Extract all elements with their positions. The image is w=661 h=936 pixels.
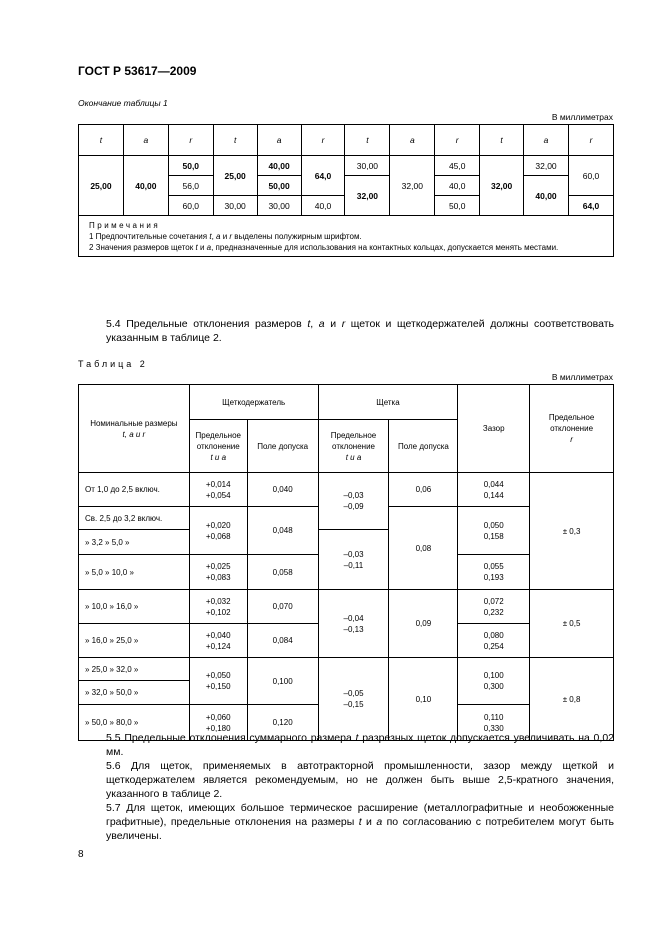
holder-dev-cell: +0,040 +0,124 <box>189 624 247 658</box>
holder-tol-cell: 0,120 <box>247 705 318 741</box>
note-1: 1 Предпочтительные сочетания t, a и r выделены полужирным шрифтом. <box>89 232 362 241</box>
header-holder: Щеткодержатель <box>189 385 318 420</box>
paragraph-5-5: 5.5 Предельные отклонения суммарного размера t разрезных щеток допускается увеличивать на 0,02 мм. <box>106 732 614 758</box>
size-cell: » 10,0 » 16,0 » <box>79 590 190 624</box>
holder-tol-cell: 0,084 <box>247 624 318 658</box>
gap-cell: 0,050 0,158 <box>458 507 530 555</box>
table1-cell: 32,00 <box>524 156 569 176</box>
table-row <box>79 473 614 507</box>
table1-notes-row <box>79 216 614 257</box>
table2-header-row <box>79 385 614 420</box>
table1-notes <box>79 216 614 257</box>
table1-cell: 64,0 <box>568 196 613 216</box>
holder-dev-cell: +0,025 +0,083 <box>189 555 247 590</box>
holder-tol-cell: 0,058 <box>247 555 318 590</box>
table1-row <box>79 156 614 176</box>
size-cell: » 25,0 » 32,0 » <box>79 658 190 681</box>
table1-cell: 40,00 <box>524 176 569 216</box>
holder-tol-cell: 0,048 <box>247 507 318 555</box>
holder-dev-cell: +0,032 +0,102 <box>189 590 247 624</box>
table1-cell: 60,0 <box>168 196 213 216</box>
table1-cell: 30,00 <box>213 196 257 216</box>
gap-cell: 0,100 0,300 <box>458 658 530 705</box>
holder-tol-cell: 0,070 <box>247 590 318 624</box>
table1-cell: 30,00 <box>345 156 390 176</box>
table1-cell: 32,00 <box>345 176 390 216</box>
size-cell: » 16,0 » 25,0 » <box>79 624 190 658</box>
holder-dev-cell: +0,020 +0,068 <box>189 507 247 555</box>
paragraph-5-7: 5.7 Для щеток, имеющих большое термическое расширение (металлографитные и необожженные графитные), предельные отклонения на размеры t и a по согласованию с потребителем могут быть увеличены. <box>106 802 615 842</box>
holder-tol-cell: 0,100 <box>247 658 318 705</box>
table1-header-cell: t <box>79 125 124 156</box>
limit-cell: ± 0,3 <box>530 473 614 590</box>
size-cell: » 3,2 » 5,0 » <box>79 530 190 555</box>
table1-cell: 40,00 <box>123 156 168 216</box>
table1-cell: 25,00 <box>79 156 124 216</box>
size-cell: Св. 2,5 до 3,2 включ. <box>79 507 190 530</box>
table1-header-cell: r <box>301 125 345 156</box>
header-nominal: Номинальные размеры t, a и r <box>79 385 190 473</box>
table1 <box>78 124 614 257</box>
header-brush-tol: Поле допуска <box>389 420 458 473</box>
brush-dev-cell: –0,03 –0,09 <box>318 473 389 530</box>
holder-dev-cell: +0,050 +0,150 <box>189 658 247 705</box>
brush-tol-cell: 0,09 <box>389 590 458 658</box>
header-limit: Предельное отклонение r <box>530 385 614 473</box>
document-id: ГОСТ Р 53617—2009 <box>78 64 197 78</box>
table1-header-cell: t <box>213 125 257 156</box>
header-holder-tol: Поле допуска <box>247 420 318 473</box>
table2-units: В миллиметрах <box>551 372 613 382</box>
size-cell: » 50,0 » 80,0 » <box>79 705 190 741</box>
table1-cell: 50,00 <box>257 176 301 196</box>
table1-cell: 30,00 <box>257 196 301 216</box>
table1-cell: 45,0 <box>435 156 480 176</box>
header-brush: Щетка <box>318 385 458 420</box>
table1-header-cell: a <box>257 125 301 156</box>
table1-header-cell: a <box>123 125 168 156</box>
paragraph-5-6: 5.6 Для щеток, применяемых в автотракторной промышленности, зазор между щеткой и щеткодержателем является рекомендуемым, но не должен быть выше 2,5-кратного значения, указанного в таблице 2. <box>106 760 614 800</box>
header-brush-dev: Предельное отклонение t и a <box>318 420 389 473</box>
table1-cell: 25,00 <box>213 156 257 196</box>
holder-dev-cell: +0,014 +0,054 <box>189 473 247 507</box>
gap-cell: 0,080 0,254 <box>458 624 530 658</box>
table1-header-row <box>79 125 614 156</box>
size-cell: » 5,0 » 10,0 » <box>79 555 190 590</box>
size-cell: » 32,0 » 50,0 » <box>79 681 190 705</box>
table1-header-cell: r <box>168 125 213 156</box>
table1-cell: 60,0 <box>568 156 613 196</box>
gap-cell: 0,110 0,330 <box>458 705 530 741</box>
table2-caption: Таблица 2 <box>78 359 148 369</box>
table-row <box>79 590 614 624</box>
holder-tol-cell: 0,040 <box>247 473 318 507</box>
table2 <box>78 384 614 741</box>
brush-tol-cell: 0,10 <box>389 658 458 741</box>
table1-header-cell: r <box>435 125 480 156</box>
page-number: 8 <box>78 849 84 860</box>
table1-cell: 64,0 <box>301 156 345 196</box>
brush-tol-cell: 0,06 <box>389 473 458 507</box>
limit-cell: ± 0,8 <box>530 658 614 741</box>
brush-dev-cell: –0,04 –0,13 <box>318 590 389 658</box>
header-gap: Зазор <box>458 385 530 473</box>
gap-cell: 0,072 0,232 <box>458 590 530 624</box>
gap-cell: 0,044 0,144 <box>458 473 530 507</box>
gap-cell: 0,055 0,193 <box>458 555 530 590</box>
brush-dev-cell: –0,03 –0,11 <box>318 530 389 590</box>
table1-cell: 50,0 <box>435 196 480 216</box>
table1-header-cell: t <box>480 125 524 156</box>
brush-tol-cell: 0,08 <box>389 507 458 590</box>
limit-cell: ± 0,5 <box>530 590 614 658</box>
holder-dev-cell: +0,060 +0,180 <box>189 705 247 741</box>
table1-cell: 32,00 <box>480 156 524 216</box>
table1-cell: 40,00 <box>257 156 301 176</box>
notes-title: Примечания <box>89 221 161 230</box>
table1-cell: 50,0 <box>168 156 213 176</box>
note-2: 2 Значения размеров щеток t и a, предназначенные для использования на контактных кольцах, допускается менять местами. <box>89 243 559 252</box>
table1-header-cell: r <box>568 125 613 156</box>
table1-header-cell: a <box>390 125 435 156</box>
table1-cell: 40,0 <box>301 196 345 216</box>
header-holder-dev: Предельное отклонение t и a <box>189 420 247 473</box>
table1-cell: 32,00 <box>390 156 435 216</box>
table-row <box>79 658 614 681</box>
size-cell: От 1,0 до 2,5 включ. <box>79 473 190 507</box>
table1-cell: 40,0 <box>435 176 480 196</box>
table1-cell: 56,0 <box>168 176 213 196</box>
table1-caption: Окончание таблицы 1 <box>78 98 168 108</box>
table1-units: В миллиметрах <box>551 112 613 122</box>
table1-header-cell: a <box>524 125 569 156</box>
brush-dev-cell: –0,05 –0,15 <box>318 658 389 741</box>
table1-header-cell: t <box>345 125 390 156</box>
paragraph-5-4: 5.4 Предельные отклонения размеров t, a и r щеток и щеткодержателей должны соответствовать указанным в таблице 2. <box>106 318 615 344</box>
